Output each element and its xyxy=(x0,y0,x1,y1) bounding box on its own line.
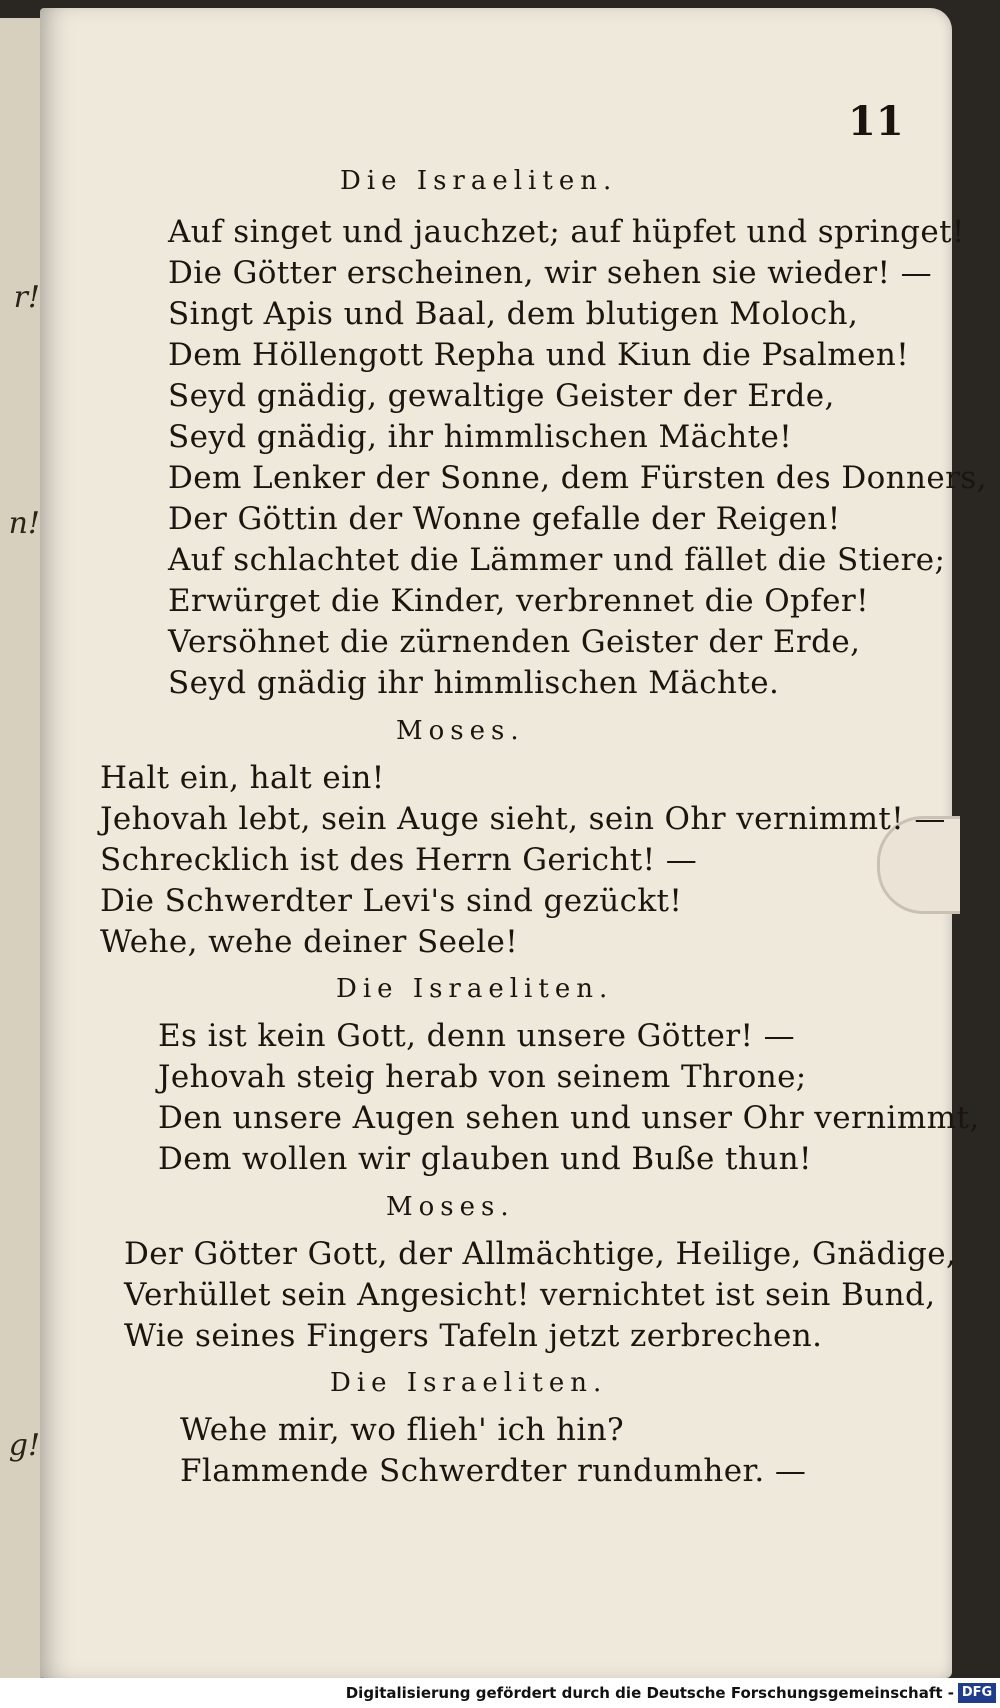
dfg-logo-icon: DFG xyxy=(958,1683,996,1703)
verse-line: Der Götter Gott, der Allmächtige, Heilige, Gnädige, xyxy=(124,1236,957,1272)
left-page-edge xyxy=(0,18,42,1678)
verse-line: Die Götter erscheinen, wir sehen sie wieder! — xyxy=(168,255,933,291)
verse-line: Der Göttin der Wonne gefalle der Reigen! xyxy=(168,501,841,537)
digitization-footer xyxy=(0,1678,1000,1708)
verse-line: Wehe mir, wo flieh' ich hin? xyxy=(180,1412,625,1448)
verse-line: Den unsere Augen sehen und unser Ohr vernimmt, xyxy=(158,1100,980,1136)
verse-line: Seyd gnädig, ihr himmlischen Mächte! xyxy=(168,419,793,455)
left-edge-text: g! xyxy=(8,1428,40,1463)
page-number: 11 xyxy=(848,98,904,145)
verse-line: Singt Apis und Baal, dem blutigen Moloch, xyxy=(168,296,859,332)
speaker-heading: Die Israeliten. xyxy=(340,166,618,196)
verse-line: Jehovah lebt, sein Auge sieht, sein Ohr vernimmt! — xyxy=(100,801,946,837)
verse-line: Jehovah steig herab von seinem Throne; xyxy=(158,1059,807,1095)
verse-line: Dem Lenker der Sonne, dem Fürsten des Donners, xyxy=(168,460,987,496)
verse-line: Seyd gnädig ihr himmlischen Mächte. xyxy=(168,665,780,701)
speaker-heading: Die Israeliten. xyxy=(336,974,614,1004)
left-edge-text: n! xyxy=(8,506,40,541)
left-edge-text: r! xyxy=(13,280,40,315)
verse-line: Erwürget die Kinder, verbrennet die Opfer! xyxy=(168,583,869,619)
verse-line: Dem wollen wir glauben und Buße thun! xyxy=(158,1141,812,1177)
book-page xyxy=(40,8,987,1678)
verse-line: Halt ein, halt ein! xyxy=(100,760,385,796)
verse-line: Auf schlachtet die Lämmer und fället die Stiere; xyxy=(168,542,946,578)
footer-credit: Digitalisierung gefördert durch die Deutsche Forschungsgemeinschaft - xyxy=(345,1684,954,1702)
verse-line: Auf singet und jauchzet; auf hüpfet und springet! xyxy=(168,214,965,250)
verse-line: Flammende Schwerdter rundumher. — xyxy=(180,1453,807,1489)
verse-line: Wehe, wehe deiner Seele! xyxy=(100,924,519,960)
verse-line: Wie seines Fingers Tafeln jetzt zerbrechen. xyxy=(124,1318,823,1354)
verse-line: Versöhnet die zürnenden Geister der Erde, xyxy=(168,624,861,660)
verse-line: Schrecklich ist des Herrn Gericht! — xyxy=(100,842,698,878)
verse-line: Seyd gnädig, gewaltige Geister der Erde, xyxy=(168,378,835,414)
verse-line: Dem Höllengott Repha und Kiun die Psalmen! xyxy=(168,337,910,373)
verse-line: Es ist kein Gott, denn unsere Götter! — xyxy=(158,1018,796,1054)
speaker-heading: Moses. xyxy=(386,1192,515,1222)
speaker-heading: Moses. xyxy=(396,716,525,746)
verse-line: Die Schwerdter Levi's sind gezückt! xyxy=(100,883,683,919)
verse-line: Verhüllet sein Angesicht! vernichtet ist sein Bund, xyxy=(124,1277,936,1313)
speaker-heading: Die Israeliten. xyxy=(330,1368,608,1398)
